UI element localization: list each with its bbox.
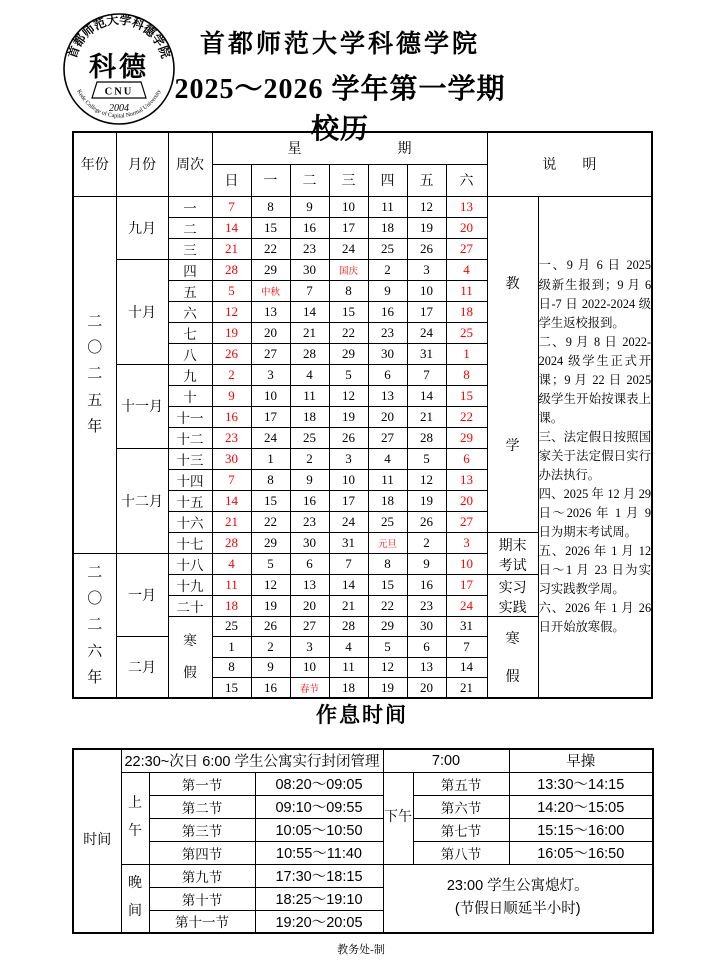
day-cell: 18 [368,217,407,238]
day-cell: 16 [290,490,329,511]
day-cell: 元旦 [368,532,407,553]
day-cell: 6 [290,553,329,574]
day-cell: 28 [212,259,251,280]
phase-label-line: 实习 [498,581,527,597]
day-cell: 2 [368,259,407,280]
phase-label-line: 假 [505,670,520,686]
week-number-cell: 二 [168,217,212,238]
day-cell: 14 [290,301,329,322]
day-cell: 26 [407,511,446,532]
week-number-cell: 十六 [168,511,212,532]
period-name: 第四节 [149,841,255,864]
day-cell: 31 [407,343,446,364]
day-cell: 8 [251,469,290,490]
day-cell: 7 [329,553,368,574]
day-cell: 18 [446,301,487,322]
calendar-table [72,131,653,699]
schedule-row [73,841,653,864]
week-number-cell: 一 [168,196,212,217]
day-cell: 16 [251,678,290,699]
phase-label-line: 实践 [498,601,527,616]
period-name: 第九节 [149,864,255,887]
school-seal-logo [62,12,176,126]
note-line: 三、法定假日按照国家关于法定假日实行办法执行。 [538,429,652,482]
day-cell: 28 [290,343,329,364]
phase-label [488,202,538,526]
phase-label-line: 期末 [498,539,527,555]
day-cell: 21 [212,511,251,532]
calendar-week-row [73,196,652,217]
calendar-header-row-1 [73,132,652,164]
day-cell: 25 [368,511,407,532]
period-time: 19:20～20:05 [255,910,383,933]
month-cell: 十二月 [116,448,168,553]
day-cell: 11 [212,574,251,595]
day-cell: 14 [329,574,368,595]
day-cell: 16 [290,217,329,238]
day-cell: 20 [446,217,487,238]
period-name: 第五节 [413,772,509,795]
day-cell: 4 [329,637,368,658]
col-header-notes [487,132,652,196]
day-cell: 16 [407,574,446,595]
day-cell: 7 [212,196,251,217]
day-cell: 14 [446,657,487,678]
day-cell: 21 [329,595,368,616]
day-cell: 27 [368,427,407,448]
day-cell: 30 [212,448,251,469]
day-cell: 3 [407,259,446,280]
day-cell: 14 [407,385,446,406]
day-cell: 9 [368,280,407,301]
dorm-closure-cell: 22:30~次日 6:00 学生公寓实行封闭管理 [121,749,383,772]
day-cell: 12 [407,469,446,490]
col-header-week: 周次 [168,132,212,196]
day-cell: 8 [368,553,407,574]
day-cell: 30 [290,259,329,280]
day-cell: 11 [446,280,487,301]
phase-label [488,619,538,695]
day-cell: 9 [212,385,251,406]
logo-arc-text-top: 首都师范大学科德学院 [65,12,173,61]
schedule-top-row [73,749,653,772]
day-cell: 10 [290,657,329,678]
day-cell: 2 [212,364,251,385]
day-cell: 13 [446,469,487,490]
day-cell: 19 [368,678,407,699]
schedule-row-label: 时间 [73,749,121,933]
day-cell: 21 [212,238,251,259]
col-header-year: 年份 [73,132,116,196]
phase-cell [487,532,538,574]
day-cell: 4 [212,553,251,574]
schedule-row [73,864,653,887]
day-cell: 23 [290,238,329,259]
day-cell: 17 [251,406,290,427]
day-cell: 18 [212,595,251,616]
week-number-cell: 七 [168,322,212,343]
phase-label-line: 教 [505,277,520,293]
phase-cell [487,616,538,698]
schedule-row [73,772,653,795]
logo-banner-text: CNU [104,86,134,98]
day-cell: 28 [212,532,251,553]
day-cell: 4 [446,259,487,280]
day-cell: 春节 [290,678,329,699]
day-cell: 21 [407,406,446,427]
week-vacation-cell: 寒 假 [168,616,212,698]
day-cell: 19 [251,595,290,616]
school-name-title: 首都师范大学科德学院 [199,31,480,58]
day-cell: 3 [251,364,290,385]
col-header-month: 月份 [116,132,168,196]
weekday-title [213,138,487,158]
day-cell: 28 [407,427,446,448]
logo-seal-text: 科德 [89,52,149,82]
day-cell: 23 [290,511,329,532]
day-cell: 31 [446,616,487,637]
day-cell: 23 [368,322,407,343]
day-cell: 5 [329,364,368,385]
day-cell: 1 [251,448,290,469]
day-cell: 11 [329,657,368,678]
day-cell: 12 [407,196,446,217]
day-cell: 18 [290,406,329,427]
schedule-section-title: 作息时间 [316,703,408,727]
day-cell: 21 [446,678,487,699]
day-cell: 19 [212,322,251,343]
period-name: 第一节 [149,772,255,795]
period-name: 第七节 [413,818,509,841]
lights-out-cell [383,864,653,933]
day-cell: 7 [212,469,251,490]
phase-cell [487,196,538,532]
notes-title [488,154,652,174]
day-cell: 20 [368,406,407,427]
day-cell: 13 [290,574,329,595]
week-number-cell: 十四 [168,469,212,490]
day-cell: 8 [329,280,368,301]
day-cell: 18 [368,490,407,511]
day-cell: 15 [212,678,251,699]
day-cell: 22 [368,595,407,616]
day-cell: 3 [290,637,329,658]
notes-title-char: 说 [542,158,557,174]
year-cell: 二 〇 二 五 年 [73,196,116,553]
day-cell: 12 [251,574,290,595]
day-cell: 9 [407,553,446,574]
day-cell: 15 [251,217,290,238]
logo-arc-text-bottom: Kede College of Capital Normal University [75,88,163,120]
logo-founding-year: 2004 [109,103,129,114]
lights-out-line: (节假日顺延半小时) [454,901,581,918]
day-cell: 5 [407,448,446,469]
period-time: 15:15～16:00 [509,818,653,841]
day-cell: 20 [290,595,329,616]
day-cell: 30 [407,616,446,637]
day-cell: 24 [407,322,446,343]
day-cell: 29 [368,616,407,637]
week-number-cell: 十七 [168,532,212,553]
day-cell: 1 [212,637,251,658]
day-cell: 2 [251,637,290,658]
morning-exercise-label: 早操 [509,749,653,772]
schedule-row [73,795,653,818]
weekday-name: 三 [329,164,368,196]
day-cell: 10 [329,469,368,490]
day-cell: 10 [251,385,290,406]
day-cell: 10 [407,280,446,301]
note-line: 一、9 月 6 日 2025 级新生报到；9 月 6 日-7 日 2022-2024 级学生返校报到。 [538,258,652,330]
week-number-cell: 四 [168,259,212,280]
day-cell: 14 [212,490,251,511]
day-cell: 1 [446,343,487,364]
day-cell: 17 [407,301,446,322]
day-cell: 22 [446,406,487,427]
day-cell: 23 [212,427,251,448]
day-cell: 27 [446,511,487,532]
weekday-title-char: 期 [397,142,412,158]
day-cell: 19 [407,217,446,238]
phase-cell [487,574,538,616]
phase-label-line: 考试 [498,559,527,574]
day-cell: 3 [329,448,368,469]
period-name: 第二节 [149,795,255,818]
year-cell: 二 〇 二 六 年 [73,553,116,698]
period-name: 第八节 [413,841,509,864]
day-cell: 24 [329,238,368,259]
period-time: 14:20～15:05 [509,795,653,818]
weekday-name: 六 [446,164,487,196]
day-cell: 9 [251,657,290,678]
phase-label-line: 学 [505,438,520,454]
weekday-name: 四 [368,164,407,196]
day-cell: 24 [329,511,368,532]
day-cell: 29 [446,427,487,448]
day-cell: 20 [446,490,487,511]
day-cell: 22 [329,322,368,343]
day-cell: 7 [446,637,487,658]
period-time: 10:55～11:40 [255,841,383,864]
weekday-title-char: 星 [287,142,302,158]
day-cell: 5 [251,553,290,574]
day-cell: 11 [368,196,407,217]
period-name: 第十节 [149,887,255,910]
schedule-row [73,818,653,841]
day-cell: 8 [446,364,487,385]
week-number-cell: 三 [168,238,212,259]
day-cell: 26 [251,616,290,637]
week-number-cell: 十一 [168,406,212,427]
day-cell: 14 [212,217,251,238]
day-cell: 29 [251,532,290,553]
period-name: 第三节 [149,818,255,841]
day-cell: 15 [368,574,407,595]
weekday-name: 日 [212,164,251,196]
phase-label [488,577,538,616]
day-cell: 13 [446,196,487,217]
day-cell: 27 [251,343,290,364]
day-cell: 7 [290,280,329,301]
week-number-cell: 五 [168,280,212,301]
day-cell: 13 [368,385,407,406]
day-cell: 13 [407,657,446,678]
day-cell: 中秋 [251,280,290,301]
day-cell: 18 [329,678,368,699]
note-line: 二、9 月 8 日 2022-2024 级学生正式开课；9 月 22 日 2025 级学生开始按课表上课。 [538,334,652,425]
day-cell: 20 [407,678,446,699]
day-cell: 27 [290,616,329,637]
day-cell: 25 [212,616,251,637]
day-cell: 19 [407,490,446,511]
month-cell: 十月 [116,259,168,364]
day-cell: 10 [446,553,487,574]
day-cell: 9 [290,196,329,217]
period-time: 08:20～09:05 [255,772,383,795]
note-line: 五、2026 年 1 月 12 日～1 月 23 日为实习实践教学周。 [538,544,652,597]
day-cell: 6 [368,364,407,385]
phase-label [488,535,538,574]
notes-title-char: 明 [582,158,597,174]
day-cell: 25 [368,238,407,259]
month-cell: 九月 [116,196,168,259]
week-number-cell: 十八 [168,553,212,574]
period-time: 16:05～16:50 [509,841,653,864]
day-cell: 19 [329,406,368,427]
day-cell: 12 [368,657,407,678]
day-cell: 31 [329,532,368,553]
weekday-name: 五 [407,164,446,196]
morning-label: 上午 [121,772,149,864]
day-cell: 9 [290,469,329,490]
day-cell: 13 [251,301,290,322]
period-time: 09:10～09:55 [255,795,383,818]
day-cell: 29 [251,259,290,280]
day-cell: 3 [446,532,487,553]
day-cell: 20 [251,322,290,343]
day-cell: 24 [251,427,290,448]
note-line: 六、2026 年 1 月 26 日开始放寒假。 [538,601,652,635]
day-cell: 23 [407,595,446,616]
morning-exercise-time: 7:00 [383,749,509,772]
semester-calendar-title: 2025～2026 学年第一学期校历 [174,74,506,145]
day-cell: 17 [329,490,368,511]
day-cell: 6 [407,637,446,658]
day-cell: 15 [446,385,487,406]
day-cell: 8 [251,196,290,217]
day-cell: 6 [446,448,487,469]
day-cell: 2 [407,532,446,553]
day-cell: 30 [368,343,407,364]
day-cell: 25 [290,427,329,448]
afternoon-label: 下午 [383,772,413,864]
day-cell: 25 [446,322,487,343]
day-cell: 16 [368,301,407,322]
day-cell: 2 [290,448,329,469]
page-title-block [168,24,512,147]
day-cell: 29 [329,343,368,364]
day-cell: 30 [290,532,329,553]
month-cell: 十一月 [116,364,168,448]
day-cell: 22 [251,238,290,259]
weekday-name: 一 [251,164,290,196]
week-number-cell: 十二 [168,427,212,448]
day-cell: 12 [329,385,368,406]
day-cell: 27 [446,238,487,259]
phase-label-line: 寒 [505,631,520,647]
month-cell: 一月 [116,553,168,637]
period-name: 第六节 [413,795,509,818]
day-cell: 11 [368,469,407,490]
issuer-footer: 教务处-制 [337,944,385,956]
day-cell: 24 [446,595,487,616]
weekday-name: 二 [290,164,329,196]
lights-out-line: 23:00 学生公寓熄灯。 [446,878,589,895]
day-cell: 4 [368,448,407,469]
day-cell: 12 [212,301,251,322]
day-cell: 5 [368,637,407,658]
evening-label: 晚间 [121,864,149,933]
day-cell: 16 [212,406,251,427]
day-cell: 17 [446,574,487,595]
period-name: 第十一节 [149,910,255,933]
week-number-cell: 九 [168,364,212,385]
week-number-cell: 八 [168,343,212,364]
week-number-cell: 十九 [168,574,212,595]
period-time: 10:05～10:50 [255,818,383,841]
day-cell: 11 [290,385,329,406]
period-time: 17:30～18:15 [255,864,383,887]
day-cell: 15 [329,301,368,322]
day-cell: 15 [251,490,290,511]
day-cell: 10 [329,196,368,217]
day-cell: 26 [212,343,251,364]
day-cell: 17 [329,217,368,238]
day-cell: 5 [212,280,251,301]
notes-cell [538,196,652,698]
day-cell: 26 [407,238,446,259]
day-cell: 28 [329,616,368,637]
col-header-weekday-title [212,132,487,164]
day-cell: 4 [290,364,329,385]
day-cell: 8 [212,657,251,678]
schedule-table [72,748,654,934]
day-cell: 26 [329,427,368,448]
week-number-cell: 十 [168,385,212,406]
day-cell: 国庆 [329,259,368,280]
period-time: 13:30～14:15 [509,772,653,795]
note-line: 四、2025 年 12 月 29 日～2026 年 1 月 9 日为期末考试周。 [538,487,652,540]
week-number-cell: 二十 [168,595,212,616]
week-number-cell: 十五 [168,490,212,511]
period-time: 18:25～19:10 [255,887,383,910]
day-cell: 7 [407,364,446,385]
week-number-cell: 十三 [168,448,212,469]
day-cell: 21 [290,322,329,343]
day-cell: 22 [251,511,290,532]
week-number-cell: 六 [168,301,212,322]
month-cell: 二月 [116,637,168,699]
